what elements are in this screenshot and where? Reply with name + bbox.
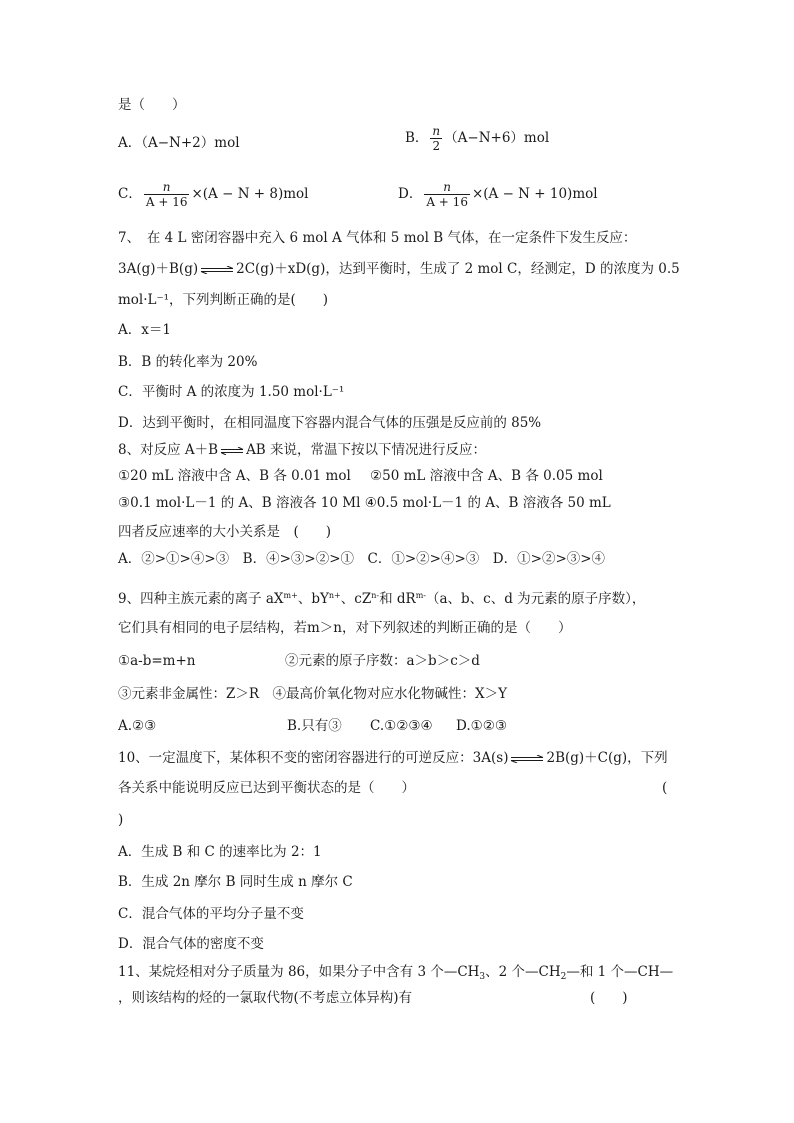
q10-paren-open: ( [662,780,668,796]
equilibrium-arrow-icon [200,266,234,274]
q7-option-b: B．B 的转化率为 20% [118,354,258,370]
q6-option-b-fraction: $\frac{n}{2}$ [432,124,441,153]
q6-option-d: D． $\frac{n}{A + 16}$ ×(A − N + 10)mol [398,180,598,209]
q6-stem-tail: 是（ ） [118,97,186,113]
equilibrium-arrow-icon [220,447,244,455]
q11-answer-paren: ( ) [590,990,628,1006]
q10-option-b: B．生成 2n 摩尔 B 同时生成 n 摩尔 C [118,874,353,890]
q8-options: A．②>①>④>③ B．④>③>②>① C．①>②>④>③ D．①>②>③>④ [118,551,606,567]
q9-option-d: D.①②③ [456,718,507,734]
q9-statement-2: ②元素的原子序数：a＞b＞c＞d [285,653,480,669]
q6-option-b-label: B． [405,130,429,146]
q7-option-d: D．达到平衡时，在相同温度下容器内混合气体的压强是反应前的 85% [118,415,542,431]
q6-option-a: A．（A−N+2）mol [118,135,240,151]
q10-option-d: D．混合气体的密度不变 [118,936,264,952]
q7-option-c: C．平衡时 A 的浓度为 1.50 mol·L⁻¹ [118,384,345,400]
q9-statement-1: ①a-b=m+n [118,653,196,669]
q9-option-c: C.①②③④ [370,718,433,734]
q10-paren-close: ) [118,812,124,828]
q7-option-a: A．x＝1 [118,322,171,338]
q9-option-a: A.②③ [118,718,157,734]
q8-case-3-4: ③0.1 mol·L－1 的 A、B 溶液各 10 Ml ④0.5 mol·L－1 的 A、B 溶液各 50 mL [118,495,611,511]
q10-option-c: C．混合气体的平均分子量不变 [118,906,304,922]
q6-option-b-text: （A−N+6）mol [444,130,550,146]
q8-stem: 8、对反应 A＋B AB 来说，常温下按以下情况进行反应： [118,442,487,458]
q10-stem-line2: 各关系中能说明反应已达到平衡状态的是（ ） [118,780,415,796]
q7-stem-line2: 3A(g)＋B(g) 2C(g)＋xD(g)，达到平衡时，生成了 2 mol C，经测定，D 的浓度为 0.5 [118,261,680,277]
q6-option-b [405,124,549,153]
q7-stem-line1: 7、 在 4 L 密闭容器中充入 6 mol A 气体和 5 mol B 气体，在一定条件下发生反应： [118,230,637,246]
q6-option-c: C． $\frac{n}{A + 16}$ ×(A − N + 8)mol [118,180,309,209]
q11-stem-line1: 11、某烷烃相对分子质量为 86，如果分子中含有 3 个$—CH_3$、2 个$—CH_2—$和 1 个—CH— [118,964,674,982]
q8-case-2: ②50 mL 溶液中含 A、B 各 0.05 mol [370,468,603,484]
q8-case-1: ①20 mL 溶液中含 A、B 各 0.01 mol [118,468,351,484]
q9-option-b: B.只有③ [287,718,342,734]
q7-stem-line3: mol·L⁻¹，下列判断正确的是( ) [118,292,329,308]
q6-option-c-fraction: $\frac{n}{A + 16}$ [145,180,188,209]
equilibrium-arrow-icon [510,755,544,763]
q9-stem-line2: 它们具有相同的电子层结构，若m＞n，对下列叙述的判断正确的是（ ） [118,620,572,636]
q10-option-a: A．生成 B 和 C 的速率比为 2：1 [118,844,322,860]
q9-stem-line1: 9、四种主族元素的离子 $aX^{m+}$、$bY^{n+}$、$cZ^{n-}$和 $dR^{m-}(a$、b、c、d 为元素的原子序数）， [118,591,646,607]
q11-stem-line2: ，则该结构的烃的一氯取代物(不考虑立体异构)有 [118,990,413,1006]
q8-ask: 四者反应速率的大小关系是 ( ) [118,524,332,540]
q10-stem-line1: 10、一定温度下，某体积不变的密闭容器进行的可逆反应：3A(s) 2B(g)＋C(g)，下列 [118,750,668,766]
q9-statement-3-4: ③元素非金属性：Z＞R ④最高价氧化物对应水化物碱性：X＞Y [118,686,508,702]
q6-option-d-fraction: $\frac{n}{A + 16}$ [426,180,468,209]
